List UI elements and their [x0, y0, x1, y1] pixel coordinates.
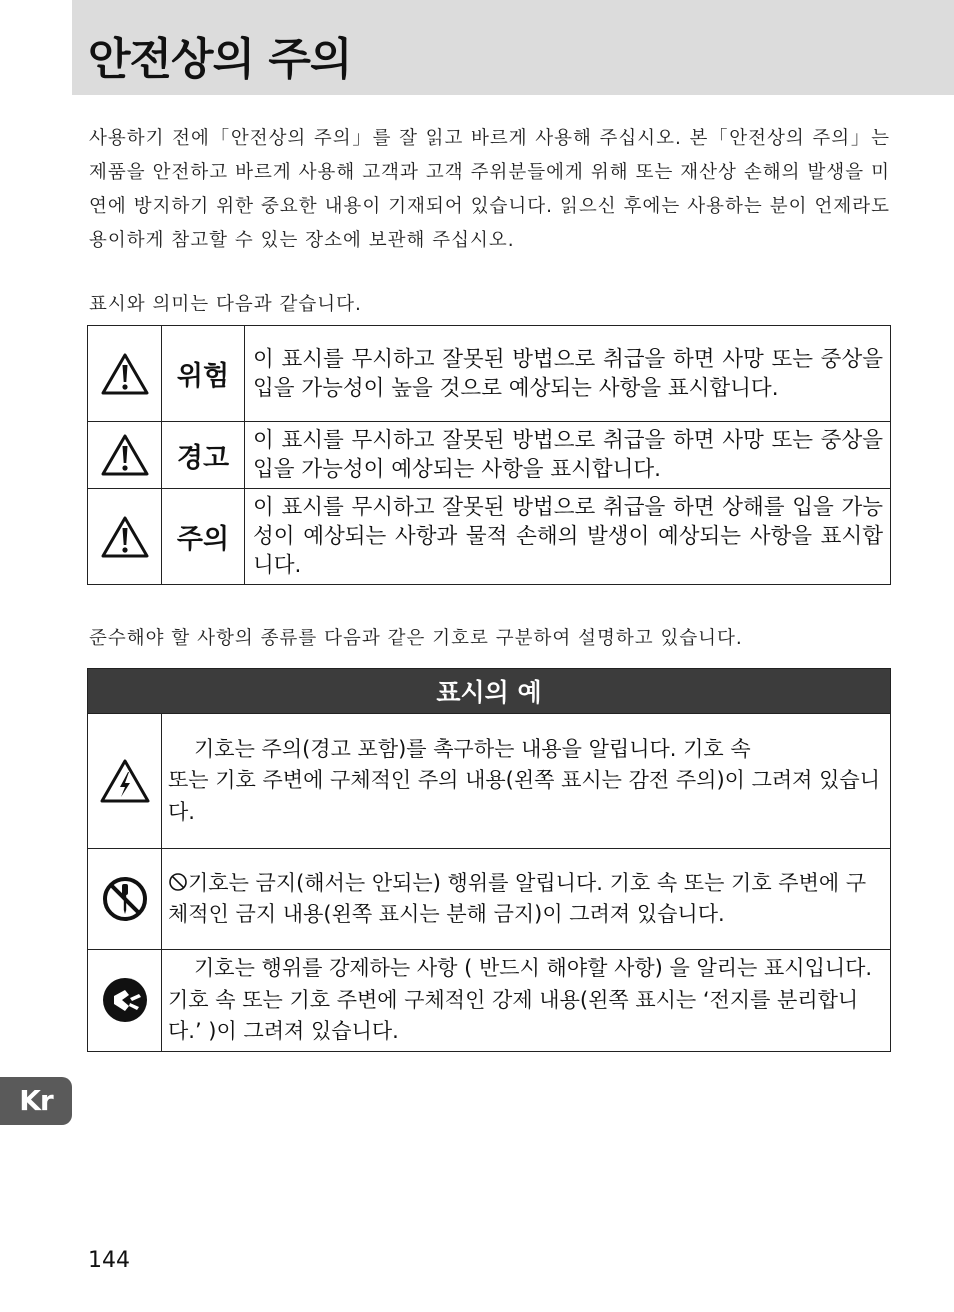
symbol-description-text: 기호는 금지(해서는 안되는) 행위를 알립니다. 기호 속 또는 기호 주변에 구체적인 금지 내용(왼쪽 표시는 분해 금지)이 그려져 있습니다.	[168, 870, 867, 926]
symbol-row-prohibition	[88, 849, 891, 950]
hazard-level-table	[87, 325, 891, 585]
page-number: 144	[88, 1248, 130, 1273]
hazard-row-danger	[88, 326, 891, 422]
language-tab: Kr	[0, 1077, 72, 1125]
symbol-row-caution	[88, 714, 891, 849]
page-title: 안전상의 주의	[88, 34, 352, 85]
intro-paragraph: 사용하기 전에「안전상의 주의」를 잘 읽고 바르게 사용해 주십시오. 본「안전상의 주의」는 제품을 안전하고 바르게 사용해 고객과 고객 주위분들에게 위해 또는 재산상 손해의 발생을 미연에 방지하기 위한 중요한 내용이 기재되어 있습니다. 읽으신 후에는 사용하는 분이 언제라도 용이하게 참고할 수 있는 장소에 보관해 주십시오.	[89, 128, 890, 251]
symbol-description	[162, 849, 891, 950]
hazard-row-caution	[88, 489, 891, 585]
hazard-label: 주의	[162, 489, 245, 585]
intro-subline: 표시와 의미는 다음과 같습니다.	[89, 294, 362, 315]
remove-battery-icon	[88, 950, 162, 1052]
symbol-row-mandatory	[88, 950, 891, 1052]
legend-intro: 준수해야 할 사항의 종류를 다음과 같은 기호로 구분하여 설명하고 있습니다.	[89, 628, 743, 649]
symbol-description-text: 기호는 행위를 강제하는 사항 ( 반드시 해야할 사항) 을 알리는 표시입니다. 기호 속 또는 기호 주변에 구체적인 강제 내용(왼쪽 표시는 ‘전지를 분리합니다.’ )이 그려져 있습니다.	[168, 956, 873, 1043]
symbol-description-line: 또는 기호 주변에 구체적인 주의 내용(왼쪽 표시는 감전 주의)이 그려져 있습니다.	[168, 768, 881, 824]
electric-shock-warning-icon	[88, 714, 162, 849]
symbol-legend-table	[87, 668, 891, 1052]
symbol-table-header: 표시의 예	[88, 669, 891, 714]
warning-triangle-icon	[88, 422, 162, 489]
warning-triangle-icon	[88, 326, 162, 422]
symbol-description	[162, 714, 891, 849]
hazard-label: 위험	[162, 326, 245, 422]
no-disassembly-icon	[88, 849, 162, 950]
symbol-description-line: 기호는 주의(경고 포함)를 촉구하는 내용을 알립니다. 기호 속	[194, 736, 751, 761]
hazard-description: 이 표시를 무시하고 잘못된 방법으로 취급을 하면 사망 또는 중상을 입을 가능성이 예상되는 사항을 표시합니다.	[245, 422, 891, 489]
hazard-description: 이 표시를 무시하고 잘못된 방법으로 취급을 하면 사망 또는 중상을 입을 가능성이 높을 것으로 예상되는 사항을 표시합니다.	[245, 326, 891, 422]
hazard-description: 이 표시를 무시하고 잘못된 방법으로 취급을 하면 상해를 입을 가능성이 예상되는 사항과 물적 손해의 발생이 예상되는 사항을 표시합니다.	[245, 489, 891, 585]
hazard-row-warning	[88, 422, 891, 489]
warning-triangle-icon	[88, 489, 162, 585]
prohibition-small-icon	[168, 871, 188, 895]
symbol-description	[162, 950, 891, 1052]
hazard-label: 경고	[162, 422, 245, 489]
